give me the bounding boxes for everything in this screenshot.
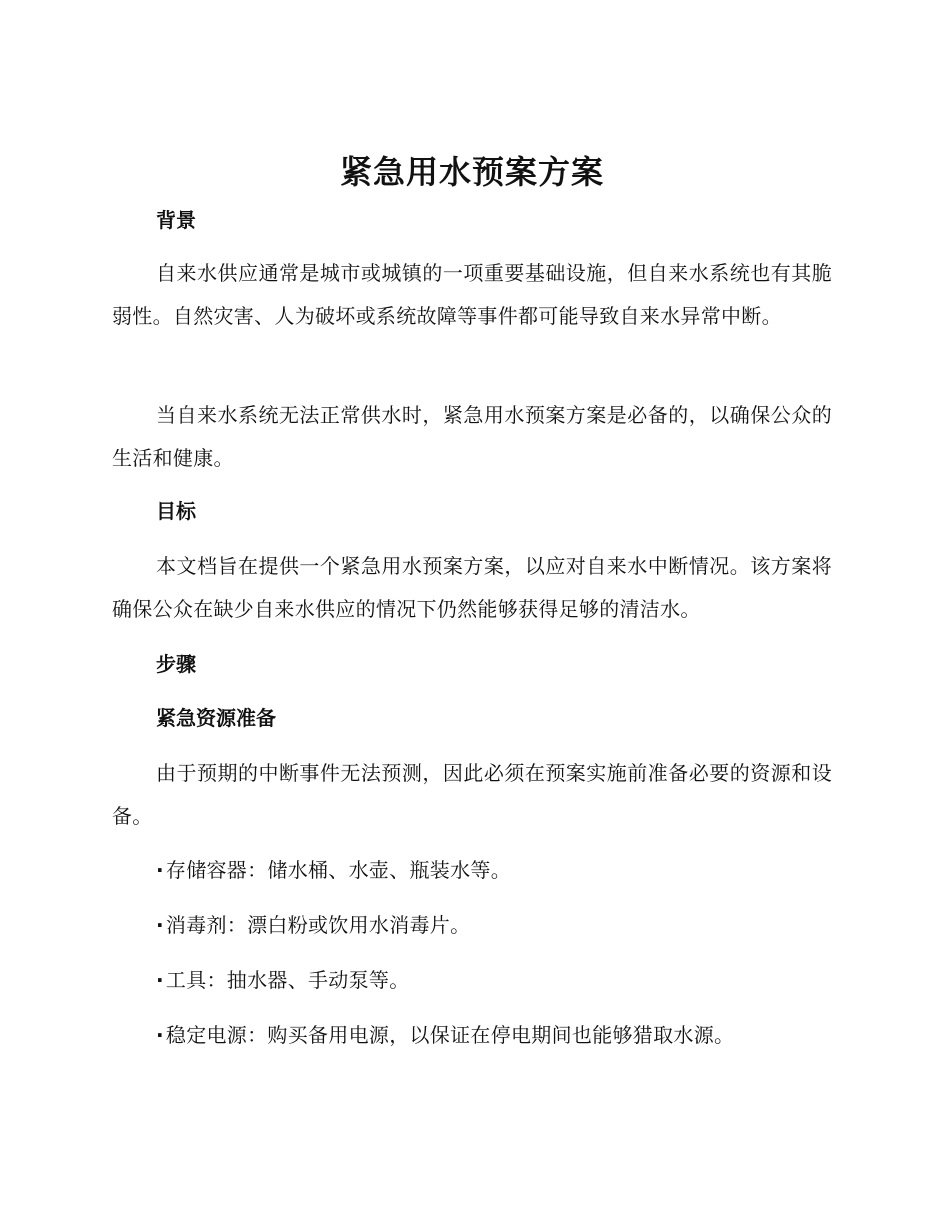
bullet-marker: · xyxy=(156,1023,164,1047)
heading-resources: 紧急资源准备 xyxy=(156,706,276,730)
heading-goal: 目标 xyxy=(156,499,196,523)
paragraph-goal-1: 本文档旨在提供一个紧急用水预案方案，以应对自来水中断情况。该方案将确保公众在缺少自来水供应的情况下仍然能够获得足够的清洁水。 xyxy=(112,554,832,621)
bullet-marker: · xyxy=(156,968,164,992)
document-title: 紧急用水预案方案 xyxy=(339,153,604,191)
paragraph-background-1: 自来水供应通常是城市或城镇的一项重要基础设施，但自来水系统也有其脆弱性。自然灾害、人为破坏或系统故障等事件都可能导致自来水异常中断。 xyxy=(112,261,832,328)
list-item xyxy=(156,911,832,939)
list-item xyxy=(156,856,832,884)
list-item xyxy=(156,966,832,994)
list-item-text: 消毒剂：漂白粉或饮用水消毒片。 xyxy=(165,913,471,937)
list-item-text: 存储容器：储水桶、水壶、瓶装水等。 xyxy=(165,858,512,882)
paragraph-background-2: 当自来水系统无法正常供水时，紧急用水预案方案是必备的，以确保公众的生活和健康。 xyxy=(112,403,832,470)
list-item-text: 工具：抽水器、手动泵等。 xyxy=(165,968,410,992)
list-item xyxy=(156,1021,832,1049)
bullet-marker: · xyxy=(156,858,164,882)
heading-steps: 步骤 xyxy=(156,652,196,676)
list-item-text: 稳定电源：购买备用电源，以保证在停电期间也能够猎取水源。 xyxy=(165,1023,735,1047)
heading-background: 背景 xyxy=(156,208,196,232)
paragraph-resources-1: 由于预期的中断事件无法预测，因此必须在预案实施前准备必要的资源和设备。 xyxy=(112,761,832,828)
bullet-marker: · xyxy=(156,913,164,937)
